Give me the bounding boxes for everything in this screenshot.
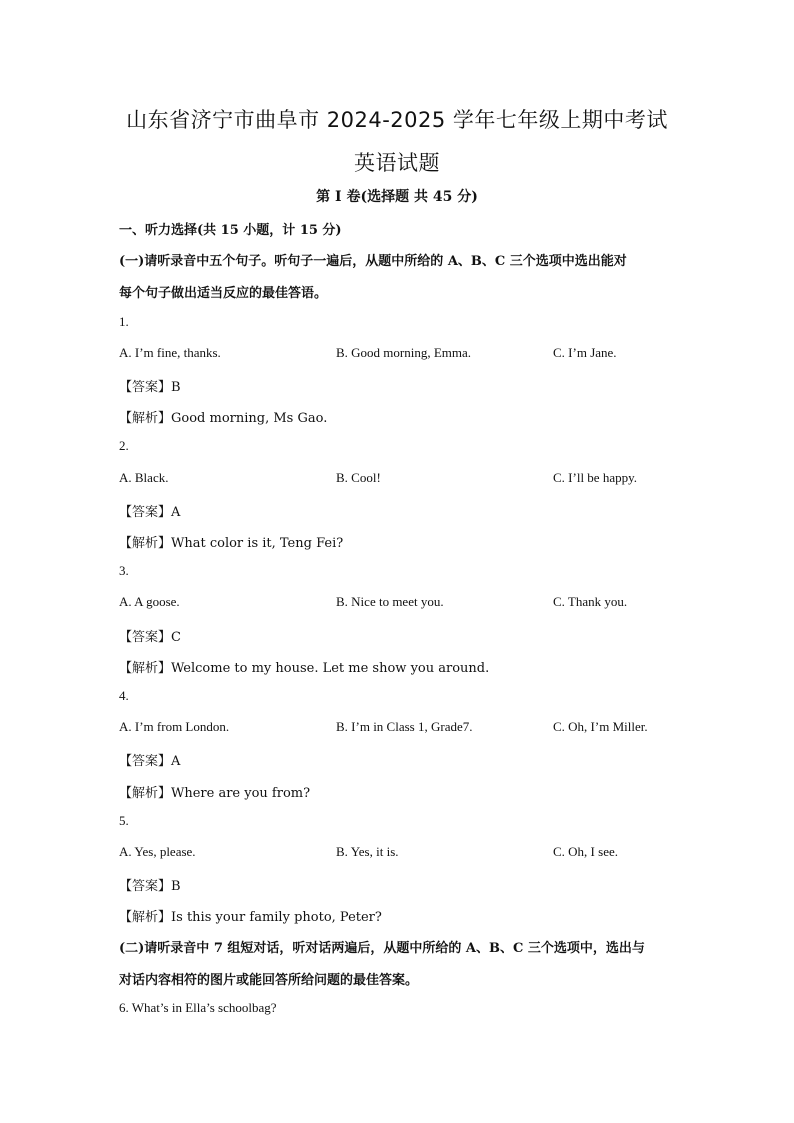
option-c: C. Oh, I see. [553,844,618,859]
section-heading: 一、听力选择(共 15 小题，计 15 分) [119,223,342,238]
option-b: B. Good morning, Emma. [336,345,472,360]
question-number: 2. [119,438,129,453]
question-6: 6. What’s in Ella’s schoolbag? [119,1000,277,1015]
analysis-line: 【解析】Is this your family photo, Peter? [119,910,382,925]
question-number: 3. [119,563,129,578]
answer-line: 【答案】B [119,380,181,395]
instruction-line: (二)请听录音中 7 组短对话，听对话两遍后，从题中所给的 A、B、C 三个选项中，选出与 [119,941,645,956]
option-b: B. Cool! [336,470,381,485]
question-number: 4. [119,688,129,703]
instruction-line: (一)请听录音中五个句子。听句子一遍后，从题中所给的 A、B、C 三个选项中选出能对 [119,254,627,269]
instruction-line: 每个句子做出适当反应的最佳答语。 [119,286,328,301]
option-b: B. Yes, it is. [336,844,399,859]
option-b: B. I’m in Class 1, Grade7. [336,719,473,734]
option-a: A. I’m from London. [119,719,230,734]
exam-subject: 英语试题 [354,151,440,175]
option-a: A. Black. [119,470,169,485]
option-c: C. I’ll be happy. [553,470,637,485]
analysis-line: 【解析】What color is it, Teng Fei? [119,536,344,551]
option-c: C. Thank you. [553,594,628,609]
answer-line: 【答案】B [119,879,181,894]
answer-line: 【答案】C [119,630,181,645]
part-title: 第 I 卷(选择题 共 45 分) [316,189,478,205]
option-a: A. A goose. [119,594,180,609]
question-number: 1. [119,314,129,329]
instruction-line: 对话内容相符的图片或能回答所给问题的最佳答案。 [119,973,419,988]
analysis-line: 【解析】Where are you from? [119,786,311,801]
question-number: 5. [119,813,129,828]
option-c: C. I’m Jane. [553,345,617,360]
answer-line: 【答案】A [119,505,181,520]
exam-title: 山东省济宁市曲阜市 2024-2025 学年七年级上期中考试 [126,108,668,132]
option-a: A. I’m fine, thanks. [119,345,221,360]
analysis-line: 【解析】Welcome to my house. Let me show you around. [119,661,490,676]
option-a: A. Yes, please. [119,844,196,859]
answer-line: 【答案】A [119,754,181,769]
option-c: C. Oh, I’m Miller. [553,719,648,734]
option-b: B. Nice to meet you. [336,594,444,609]
analysis-line: 【解析】Good morning, Ms Gao. [119,411,328,426]
